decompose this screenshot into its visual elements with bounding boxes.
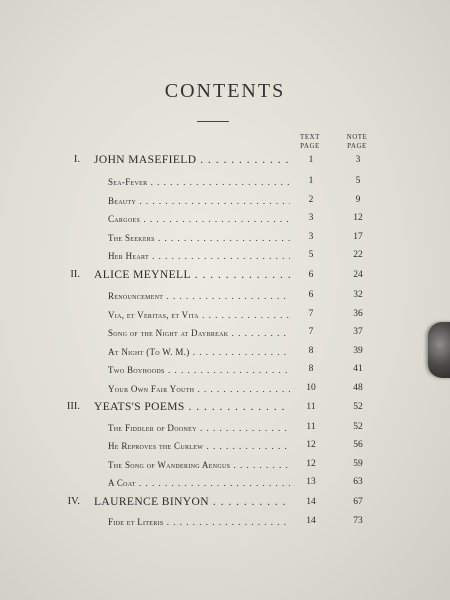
text-page-number: 1 — [308, 176, 314, 186]
note-page-number: 56 — [353, 440, 363, 450]
text-page-number: 1 — [308, 155, 314, 165]
text-page-number: 14 — [306, 497, 316, 507]
toc-entry[interactable] — [0, 210, 450, 228]
text-page-number: 6 — [308, 290, 314, 300]
poem-title: The Seekers . . . — [108, 233, 290, 243]
section-number: I. — [73, 154, 80, 165]
toc-entry[interactable] — [0, 456, 450, 474]
toc-entry[interactable] — [0, 287, 450, 305]
text-page-number: 6 — [308, 270, 314, 280]
text-page-number: 12 — [306, 440, 316, 450]
column-header-line: TEXT — [300, 133, 320, 141]
poem-title: At Night (To W. M.) . . . — [108, 347, 290, 357]
text-page-number: 12 — [306, 459, 316, 469]
text-page-number: 11 — [306, 402, 316, 412]
poem-title: Song of the Night at Daybreak . . . — [108, 328, 290, 338]
toc-entry[interactable] — [0, 419, 450, 437]
note-page-number: 52 — [353, 422, 363, 432]
note-page-number: 48 — [353, 383, 363, 393]
note-page-number: 24 — [353, 270, 363, 280]
toc-entry[interactable] — [0, 324, 450, 342]
toc-entry[interactable] — [0, 437, 450, 455]
binder-ring — [428, 322, 450, 378]
column-header-text-page — [290, 133, 330, 151]
poem-title: The Song of Wandering Aengus . . . — [108, 460, 290, 470]
toc-entry[interactable] — [0, 247, 450, 265]
note-page-number: 67 — [353, 497, 363, 507]
text-page-number: 3 — [308, 213, 314, 223]
note-page-number: 5 — [355, 176, 361, 186]
poem-title: Fide et Literis . . . — [108, 517, 290, 527]
section-number: III. — [66, 401, 80, 412]
section-title: JOHN MASEFIELD . . . — [94, 154, 290, 166]
poem-title: Cargoes . . . — [108, 214, 290, 224]
note-page-number: 59 — [353, 459, 363, 469]
toc-section[interactable] — [0, 267, 450, 285]
toc-entry[interactable] — [0, 380, 450, 398]
note-page-number: 37 — [353, 327, 363, 337]
toc-entry[interactable] — [0, 192, 450, 210]
toc-entry[interactable] — [0, 306, 450, 324]
poem-title: Your Own Fair Youth . . . — [108, 384, 290, 394]
note-page-number: 22 — [353, 250, 363, 260]
column-header-note-page — [337, 133, 377, 151]
text-page-number: 14 — [306, 516, 316, 526]
note-page-number: 73 — [353, 516, 363, 526]
section-title: LAURENCE BINYON . . . — [94, 496, 290, 508]
text-page-number: 13 — [306, 477, 316, 487]
toc-entry[interactable] — [0, 361, 450, 379]
toc-entry[interactable] — [0, 173, 450, 191]
note-page-number: 41 — [353, 364, 363, 374]
poem-title: Renouncement . . . — [108, 291, 290, 301]
section-title: ALICE MEYNELL . . . — [94, 269, 290, 281]
poem-title: Her Heart . . . — [108, 251, 290, 261]
column-header-line: NOTE — [346, 133, 368, 141]
note-page-number: 12 — [353, 213, 363, 223]
text-page-number: 8 — [308, 364, 314, 374]
note-page-number: 39 — [353, 346, 363, 356]
text-page-number: 7 — [308, 309, 314, 319]
toc-entry[interactable] — [0, 229, 450, 247]
note-page-number: 52 — [353, 402, 363, 412]
column-header-line: PAGE — [300, 142, 320, 150]
section-number: II. — [70, 269, 80, 280]
text-page-number: 7 — [308, 327, 314, 337]
toc-entry[interactable] — [0, 513, 450, 531]
text-page-number: 5 — [308, 250, 314, 260]
note-page-number: 3 — [355, 155, 361, 165]
note-page-number: 32 — [353, 290, 363, 300]
section-title: YEATS'S POEMS . . . — [94, 401, 290, 413]
title-rule — [197, 121, 229, 122]
poem-title: Two Boyhoods . . . — [108, 365, 290, 375]
note-page-number: 17 — [353, 232, 363, 242]
poem-title: Via, et Veritas, et Vita . . . — [108, 310, 290, 320]
page-title: CONTENTS — [164, 80, 286, 102]
toc-section[interactable] — [0, 152, 450, 170]
note-page-number: 36 — [353, 309, 363, 319]
toc-section[interactable] — [0, 494, 450, 512]
toc-section[interactable] — [0, 399, 450, 417]
poem-title: The Fiddler of Dooney . . . — [108, 423, 290, 433]
toc-entry[interactable] — [0, 343, 450, 361]
text-page-number: 11 — [306, 422, 316, 432]
section-number: IV. — [67, 496, 80, 507]
column-header-line: PAGE — [347, 142, 367, 150]
poem-title: He Reproves the Curlew . . . — [108, 441, 290, 451]
poem-title: Sea-Fever . . . — [108, 177, 290, 187]
poem-title: Beauty . . . — [108, 196, 290, 206]
poem-title: A Coat . . . — [108, 478, 290, 488]
note-page-number: 63 — [353, 477, 363, 487]
text-page-number: 2 — [308, 195, 314, 205]
note-page-number: 9 — [355, 195, 361, 205]
text-page-number: 3 — [308, 232, 314, 242]
text-page-number: 10 — [306, 383, 316, 393]
toc-entry[interactable] — [0, 474, 450, 492]
text-page-number: 8 — [308, 346, 314, 356]
